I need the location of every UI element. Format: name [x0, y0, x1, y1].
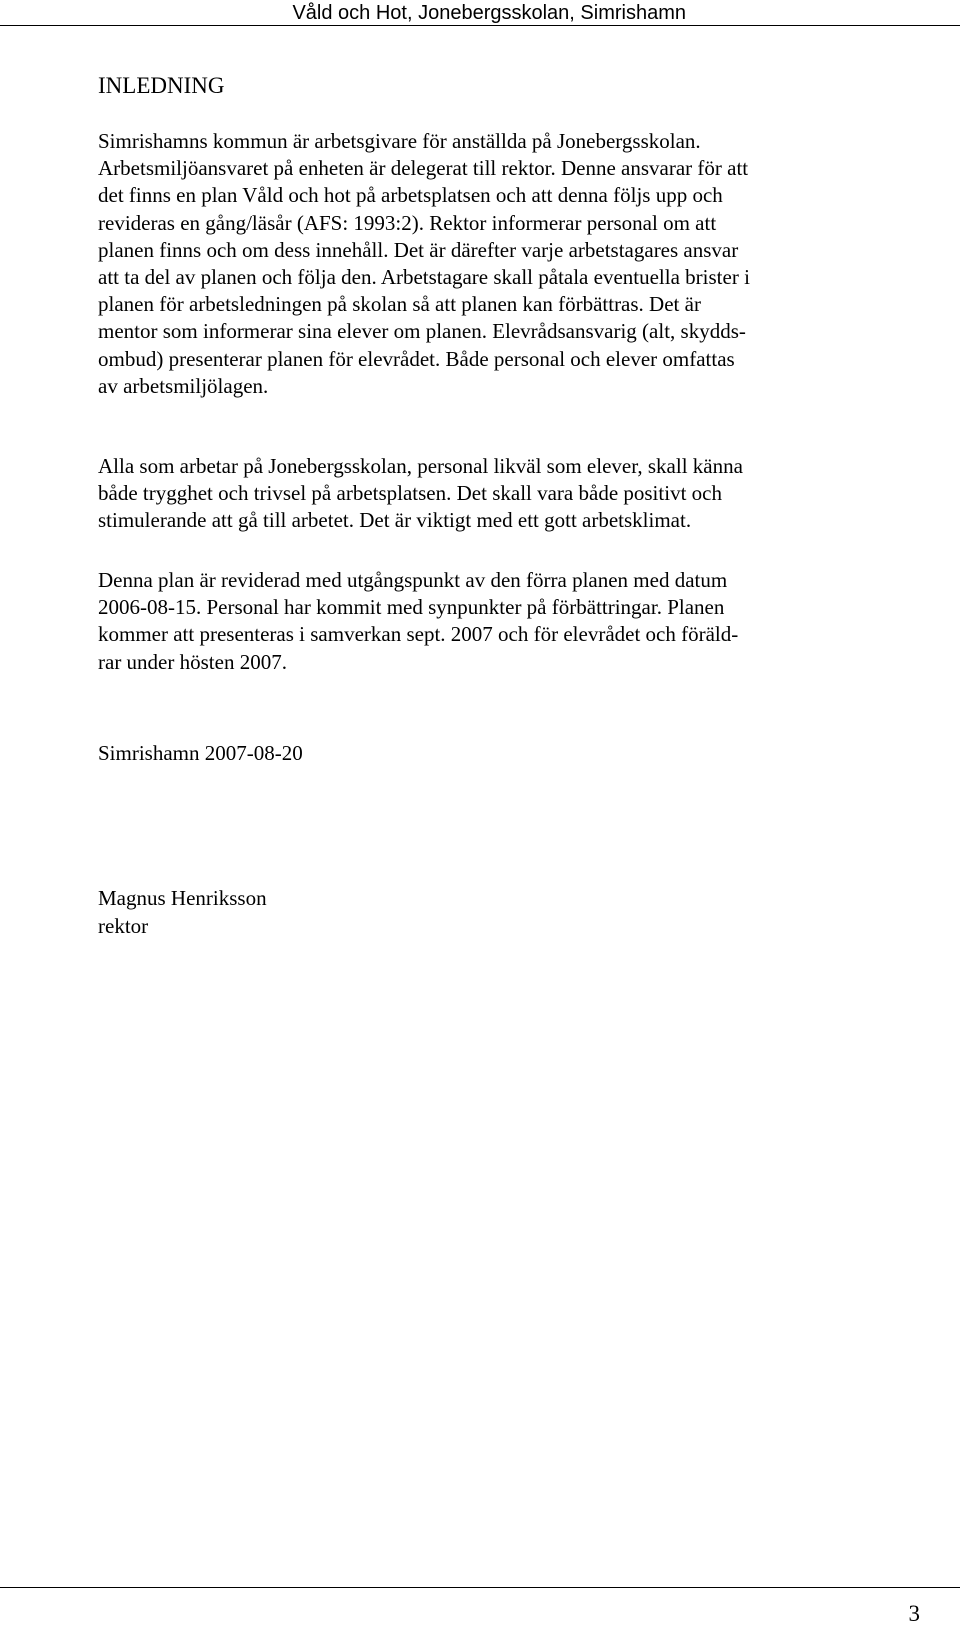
text-line: det finns en plan Våld och hot på arbetsplatsen och att denna följs upp och: [98, 183, 723, 208]
text-line: Alla som arbetar på Jonebergsskolan, personal likväl som elever, skall känna: [98, 454, 743, 478]
text-line: Simrishamns kommun är arbetsgivare för anställda på Jonebergsskolan.: [98, 129, 701, 153]
text-line: ombud) presenterar planen för elevrådet. Både personal och elever omfattas: [98, 346, 735, 371]
paragraph-responsibility: [98, 128, 858, 400]
text-line: mentor som informerar sina elever om planen. Elevrådsansvarig (alt, skydds-: [98, 319, 746, 344]
text-line: både trygghet och trivsel på arbetsplatsen. Det skall vara både positivt och: [98, 481, 722, 506]
text-line: planen för arbetsledningen på skolan så att planen kan förbättras. Det är: [98, 292, 701, 317]
signer-title: rektor: [98, 914, 149, 938]
text-line: Denna plan är reviderad med utgångspunkt av den förra planen med datum: [98, 568, 728, 592]
header-divider: [0, 25, 960, 26]
page-number: 3: [908, 1601, 920, 1626]
text-line: stimulerande att gå till arbetet. Det är viktigt med ett gott arbetsklimat.: [98, 508, 692, 533]
text-line: planen finns och om dess innehåll. Det är därefter varje arbetstagares ansvar: [98, 237, 739, 262]
place-and-date: Simrishamn 2007-08-20: [98, 741, 303, 765]
footer-divider: [0, 1587, 960, 1588]
text-line: rar under hösten 2007.: [98, 649, 287, 674]
text-line: revideras en gång/läsår (AFS: 1993:2). Rektor informerar personal om att: [98, 210, 717, 235]
signer-name: Magnus Henriksson: [98, 886, 267, 910]
text-line: Arbetsmiljöansvaret på enheten är delegerat till rektor. Denne ansvarar för att: [98, 156, 749, 181]
text-line: kommer att presenteras i samverkan sept. 2007 och för elevrådet och föräld-: [98, 622, 739, 647]
paragraph-revision: [98, 567, 858, 676]
section-heading: INLEDNING: [98, 73, 225, 98]
paragraph-wellbeing: [98, 453, 858, 535]
text-line: att ta del av planen och följa den. Arbetstagare skall påtala eventuella brister i: [98, 265, 750, 290]
running-header: Våld och Hot, Jonebergsskolan, Simrishamn: [292, 2, 686, 24]
text-line: 2006-08-15. Personal har kommit med synpunkter på förbättringar. Planen: [98, 595, 725, 620]
text-line: av arbetsmiljölagen.: [98, 373, 269, 398]
